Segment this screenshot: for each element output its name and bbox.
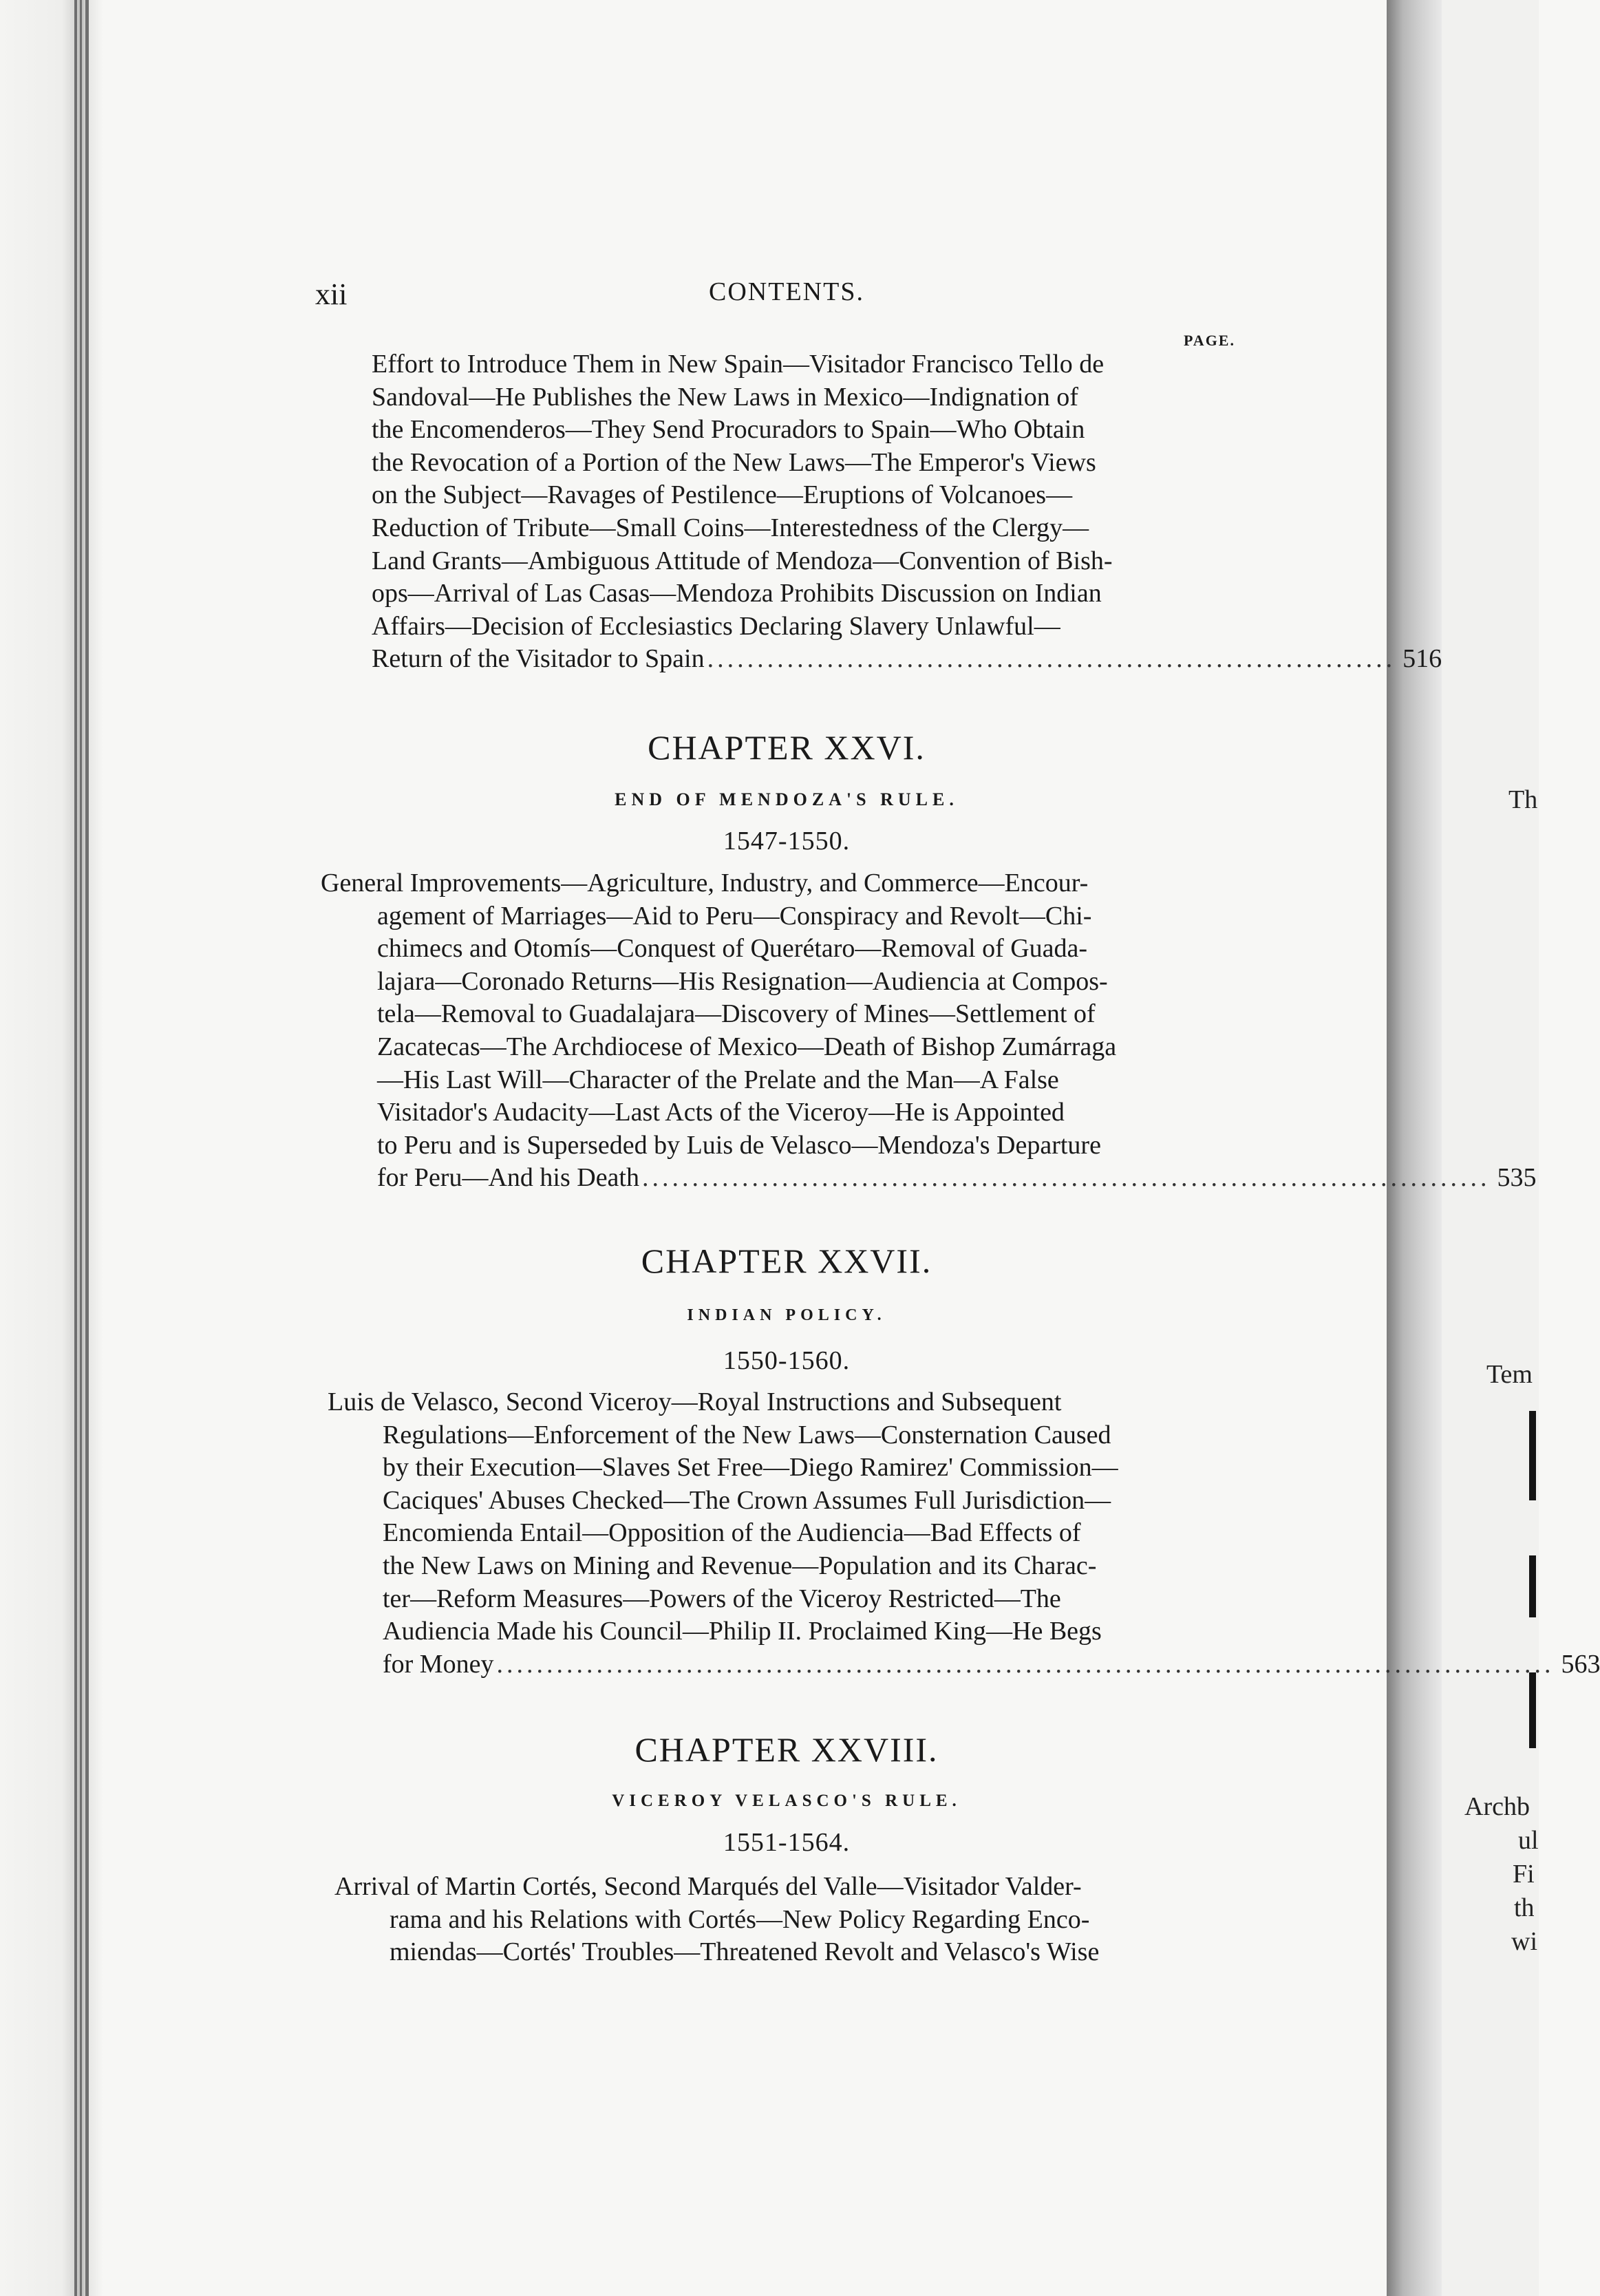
toc-line: Return of the Visitador to Spain bbox=[372, 644, 705, 674]
toc-line: Arrival of Martin Cortés, Second Marqués del Valle—Visitador Valder- bbox=[334, 1872, 1082, 1901]
chapter-dates: 1551-1564. bbox=[723, 1828, 851, 1857]
binding-shadow bbox=[0, 0, 103, 2296]
chapter-subtitle: INDIAN POLICY. bbox=[687, 1306, 886, 1324]
page-number: 563 bbox=[1561, 1649, 1600, 1679]
toc-line: to Peru and is Superseded by Luis de Velasco—Mendoza's Departure bbox=[377, 1130, 1101, 1160]
facing-page-mark bbox=[1529, 1672, 1536, 1748]
toc-line: miendas—Cortés' Troubles—Threatened Revolt and Velasco's Wise bbox=[390, 1937, 1100, 1967]
toc-line: Land Grants—Ambiguous Attitude of Mendoza—Convention of Bish- bbox=[372, 546, 1113, 575]
toc-line: —His Last Will—Character of the Prelate and the Man—A False bbox=[377, 1065, 1059, 1094]
toc-entry bbox=[334, 1871, 1217, 1969]
toc-line: lajara—Coronado Returns—His Resignation—Audiencia at Compos- bbox=[377, 966, 1108, 996]
toc-entry bbox=[328, 1386, 1600, 1681]
toc-line: the New Laws on Mining and Revenue—Population and its Charac- bbox=[383, 1551, 1097, 1580]
binding-line bbox=[74, 0, 77, 2296]
binding-line bbox=[80, 0, 82, 2296]
toc-line: for Peru—And his Death bbox=[377, 1163, 639, 1193]
dot-leader: .......................................................................................................... bbox=[496, 1649, 1555, 1679]
page-column-label: PAGE. bbox=[1184, 332, 1235, 349]
facing-text-fragment: th bbox=[1514, 1893, 1535, 1922]
facing-text-fragment: Archb bbox=[1464, 1792, 1530, 1821]
toc-line: Effort to Introduce Them in New Spain—Visitador Francisco Tello de bbox=[372, 350, 1105, 379]
toc-line: ter—Reform Measures—Powers of the Viceroy Restricted—The bbox=[383, 1584, 1061, 1613]
toc-line: Luis de Velasco, Second Viceroy—Royal Instructions and Subsequent bbox=[328, 1388, 1062, 1416]
toc-last-line bbox=[383, 1648, 1600, 1681]
chapter-dates: 1550-1560. bbox=[723, 1346, 851, 1375]
toc-line: Affairs—Decision of Ecclesiastics Declaring Slavery Unlawful— bbox=[372, 611, 1060, 641]
toc-line: the Revocation of a Portion of the New Laws—The Emperor's Views bbox=[372, 447, 1096, 477]
toc-line: agement of Marriages—Aid to Peru—Conspiracy and Revolt—Chi- bbox=[377, 901, 1092, 931]
toc-line: rama and his Relations with Cortés—New Policy Regarding Enco- bbox=[390, 1904, 1090, 1934]
page-edge-shadow bbox=[1387, 0, 1442, 2296]
page-number: 535 bbox=[1497, 1163, 1537, 1193]
toc-line: chimecs and Otomís—Conquest of Querétaro—Removal of Guada- bbox=[377, 934, 1088, 964]
folio-number: xii bbox=[315, 277, 348, 311]
facing-text-fragment: Th bbox=[1508, 785, 1538, 814]
page-number: 516 bbox=[1402, 644, 1442, 674]
facing-text-fragment: Tem bbox=[1486, 1360, 1533, 1389]
toc-entry-continuation bbox=[372, 348, 1442, 676]
running-title: CONTENTS. bbox=[709, 277, 864, 306]
chapter-title: CHAPTER XXVIII. bbox=[634, 1730, 939, 1769]
toc-line: on the Subject—Ravages of Pestilence—Eruptions of Volcanoes— bbox=[372, 480, 1073, 510]
chapter-subtitle: VICEROY VELASCO'S RULE. bbox=[612, 1792, 961, 1810]
toc-line: Caciques' Abuses Checked—The Crown Assumes Full Jurisdiction— bbox=[383, 1485, 1111, 1515]
toc-line: Zacatecas—The Archdiocese of Mexico—Death of Bishop Zumárraga bbox=[377, 1032, 1117, 1061]
facing-page-mark bbox=[1529, 1555, 1536, 1617]
toc-line: by their Execution—Slaves Set Free—Diego Ramirez' Commission— bbox=[383, 1453, 1118, 1482]
toc-entry bbox=[321, 867, 1537, 1195]
toc-line: Sandoval—He Publishes the New Laws in Mexico—Indignation of bbox=[372, 382, 1078, 412]
toc-line: Reduction of Tribute—Small Coins—Interestedness of the Clergy— bbox=[372, 513, 1089, 542]
page-header bbox=[315, 277, 1258, 318]
chapter-subtitle: END OF MENDOZA'S RULE. bbox=[615, 789, 959, 809]
dot-leader: ..................................................................................... bbox=[641, 1163, 1491, 1193]
toc-line: General Improvements—Agriculture, Industry, and Commerce—Encour- bbox=[321, 869, 1089, 897]
facing-text-fragment: ul bbox=[1518, 1826, 1539, 1855]
chapter-title: CHAPTER XXVII. bbox=[641, 1242, 932, 1280]
toc-line: Regulations—Enforcement of the New Laws—Consternation Caused bbox=[383, 1420, 1111, 1449]
facing-page-mark bbox=[1529, 1411, 1536, 1500]
facing-text-fragment: wi bbox=[1511, 1927, 1537, 1956]
chapter-dates: 1547-1550. bbox=[723, 827, 851, 855]
dot-leader: ..................................................................... bbox=[707, 644, 1396, 674]
toc-line: tela—Removal to Guadalajara—Discovery of Mines—Settlement of bbox=[377, 999, 1096, 1029]
toc-line: for Money bbox=[383, 1649, 494, 1679]
toc-line: the Encomenderos—They Send Procuradors to Spain—Who Obtain bbox=[372, 415, 1085, 445]
toc-last-line bbox=[377, 1162, 1537, 1195]
toc-line: Audiencia Made his Council—Philip II. Proclaimed King—He Begs bbox=[383, 1617, 1102, 1646]
toc-line: Encomienda Entail—Opposition of the Audiencia—Bad Effects of bbox=[383, 1518, 1081, 1548]
facing-text-fragment: Fi bbox=[1513, 1860, 1535, 1889]
chapter-title: CHAPTER XXVI. bbox=[648, 728, 926, 767]
binding-line bbox=[85, 0, 89, 2296]
toc-line: Visitador's Audacity—Last Acts of the Viceroy—He is Appointed bbox=[377, 1098, 1065, 1127]
toc-last-line bbox=[372, 643, 1442, 676]
toc-line: ops—Arrival of Las Casas—Mendoza Prohibits Discussion on Indian bbox=[372, 579, 1102, 608]
